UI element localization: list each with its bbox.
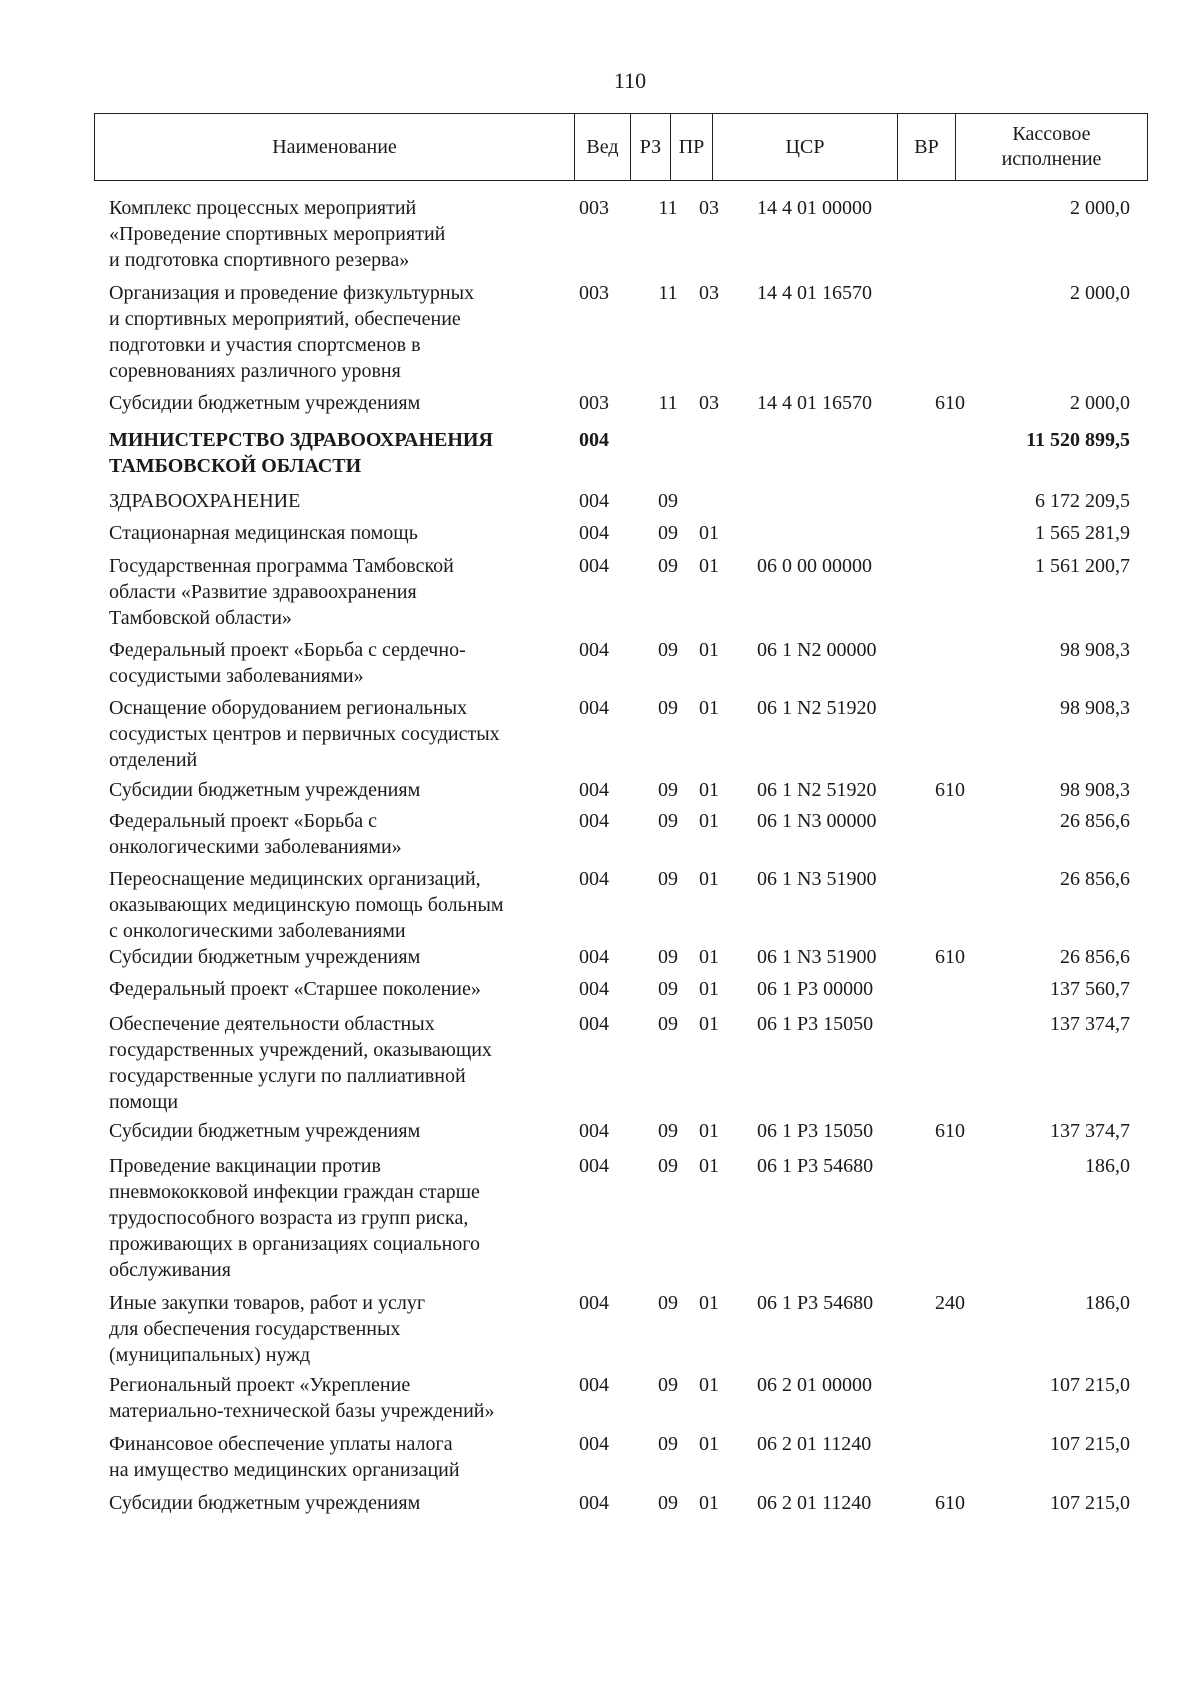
row-pr: 01 <box>699 1013 719 1035</box>
row-ved: 004 <box>579 555 609 577</box>
row-pr: 01 <box>699 1374 719 1396</box>
row-rz: 09 <box>658 1374 678 1396</box>
row-sum: 98 908,3 <box>1060 697 1130 719</box>
row-name: Субсидии бюджетным учреждениям <box>109 1492 421 1514</box>
row-rz: 09 <box>658 1492 678 1514</box>
row-vr: 610 <box>935 779 965 801</box>
row-ved: 004 <box>579 1292 609 1314</box>
row-ved: 004 <box>579 946 609 968</box>
row-rz: 09 <box>658 1292 678 1314</box>
row-pr: 01 <box>699 1155 719 1177</box>
row-sum: 137 374,7 <box>1050 1013 1130 1035</box>
row-sum: 186,0 <box>1085 1292 1130 1314</box>
row-sum: 11 520 899,5 <box>1026 429 1130 451</box>
row-ved: 004 <box>579 697 609 719</box>
row-name: Государственная программа Тамбовской области «Развитие здравоохранения Тамбовской области» <box>109 555 454 629</box>
row-pr: 01 <box>699 1120 719 1142</box>
row-sum: 26 856,6 <box>1060 810 1130 832</box>
row-ved: 004 <box>579 779 609 801</box>
row-name: Субсидии бюджетным учреждениям <box>109 779 421 801</box>
row-csr: 06 1 N3 00000 <box>757 810 877 832</box>
row-csr: 06 1 N3 51900 <box>757 946 877 968</box>
row-ved: 004 <box>579 490 609 512</box>
row-ved: 004 <box>579 1374 609 1396</box>
row-sum: 1 561 200,7 <box>1035 555 1130 577</box>
row-rz: 09 <box>658 522 678 544</box>
row-csr: 06 1 N2 51920 <box>757 697 877 719</box>
row-vr: 610 <box>935 946 965 968</box>
row-rz: 11 <box>658 392 678 414</box>
row-csr: 06 2 01 11240 <box>757 1433 872 1455</box>
row-csr: 14 4 01 16570 <box>757 282 872 304</box>
row-sum: 98 908,3 <box>1060 639 1130 661</box>
row-csr: 06 2 01 11240 <box>757 1492 872 1514</box>
row-pr: 01 <box>699 1292 719 1314</box>
row-sum: 98 908,3 <box>1060 779 1130 801</box>
row-ved: 004 <box>579 810 609 832</box>
row-name: Комплекс процессных мероприятий «Проведение спортивных мероприятий и подготовка спортивного резерва» <box>109 197 446 271</box>
header-pr: ПР <box>670 114 712 180</box>
row-sum: 137 560,7 <box>1050 978 1130 1000</box>
row-pr: 01 <box>699 697 719 719</box>
row-rz: 09 <box>658 1120 678 1142</box>
row-csr: 06 1 P3 00000 <box>757 978 874 1000</box>
row-name: МИНИСТЕРСТВО ЗДРАВООХРАНЕНИЯ ТАМБОВСКОЙ ОБЛАСТИ <box>109 429 493 477</box>
row-rz: 09 <box>658 639 678 661</box>
row-name: Федеральный проект «Борьба с сердечно- сосудистыми заболеваниями» <box>109 639 466 687</box>
row-csr: 06 1 N2 00000 <box>757 639 877 661</box>
row-name: Субсидии бюджетным учреждениям <box>109 1120 421 1142</box>
row-ved: 004 <box>579 1433 609 1455</box>
row-rz: 09 <box>658 1155 678 1177</box>
row-pr: 01 <box>699 946 719 968</box>
row-sum: 107 215,0 <box>1050 1433 1130 1455</box>
table-header <box>94 113 1148 181</box>
row-name: Финансовое обеспечение уплаты налога на имущество медицинских организаций <box>109 1433 460 1481</box>
row-rz: 09 <box>658 868 678 890</box>
row-name: Стационарная медицинская помощь <box>109 522 418 544</box>
row-name: Субсидии бюджетным учреждениям <box>109 946 421 968</box>
row-csr: 06 1 P3 54680 <box>757 1292 874 1314</box>
row-name: Федеральный проект «Старшее поколение» <box>109 978 481 1000</box>
row-csr: 06 1 N3 51900 <box>757 868 877 890</box>
page-number: 110 <box>613 68 647 93</box>
row-sum: 107 215,0 <box>1050 1374 1130 1396</box>
row-rz: 09 <box>658 978 678 1000</box>
row-ved: 004 <box>579 639 609 661</box>
row-pr: 03 <box>699 197 719 219</box>
row-ved: 003 <box>579 392 609 414</box>
row-ved: 004 <box>579 522 609 544</box>
row-sum: 26 856,6 <box>1060 946 1130 968</box>
row-rz: 09 <box>658 490 678 512</box>
row-sum: 26 856,6 <box>1060 868 1130 890</box>
row-pr: 01 <box>699 639 719 661</box>
row-name: Федеральный проект «Борьба с онкологическими заболеваниями» <box>109 810 402 858</box>
row-sum: 2 000,0 <box>1070 282 1130 304</box>
row-ved: 004 <box>579 868 609 890</box>
header-rz: РЗ <box>630 114 670 180</box>
row-pr: 01 <box>699 555 719 577</box>
row-csr: 14 4 01 16570 <box>757 392 872 414</box>
row-csr: 06 1 P3 54680 <box>757 1155 874 1177</box>
row-vr: 240 <box>935 1292 965 1314</box>
row-pr: 03 <box>699 282 719 304</box>
row-rz: 09 <box>658 1013 678 1035</box>
row-pr: 01 <box>699 779 719 801</box>
row-sum: 137 374,7 <box>1050 1120 1130 1142</box>
row-pr: 01 <box>699 978 719 1000</box>
row-rz: 09 <box>658 946 678 968</box>
row-pr: 01 <box>699 522 719 544</box>
row-name: Организация и проведение физкультурных и спортивных мероприятий, обеспечение подготовки и участия спортсменов в соревнованиях различного уровня <box>109 282 475 382</box>
row-rz: 11 <box>658 197 678 219</box>
row-name: Региональный проект «Укрепление материально-технической базы учреждений» <box>109 1374 495 1422</box>
row-rz: 09 <box>658 555 678 577</box>
row-name: Иные закупки товаров, работ и услуг для обеспечения государственных (муниципальных) нужд <box>109 1292 426 1366</box>
row-ved: 004 <box>579 429 609 451</box>
header-sum: Кассовое исполнение <box>955 114 1147 180</box>
row-name: Переоснащение медицинских организаций, оказывающих медицинскую помощь больным с онкологическими заболеваниями <box>109 868 504 942</box>
row-csr: 06 1 P3 15050 <box>757 1120 874 1142</box>
row-pr: 03 <box>699 392 719 414</box>
row-sum: 107 215,0 <box>1050 1492 1130 1514</box>
header-vr: ВР <box>897 114 955 180</box>
row-csr: 06 0 00 00000 <box>757 555 872 577</box>
row-vr: 610 <box>935 392 965 414</box>
row-vr: 610 <box>935 1492 965 1514</box>
row-pr: 01 <box>699 1433 719 1455</box>
row-sum: 2 000,0 <box>1070 197 1130 219</box>
row-name: Оснащение оборудованием региональных сосудистых центров и первичных сосудистых отделений <box>109 697 500 771</box>
row-name: Проведение вакцинации против пневмококковой инфекции граждан старше трудоспособного возраста из групп риска, проживающих в организациях социального обслуживания <box>109 1155 480 1281</box>
row-rz: 09 <box>658 1433 678 1455</box>
header-csr: ЦСР <box>712 114 897 180</box>
header-name: Наименование <box>272 135 397 158</box>
row-csr: 06 1 P3 15050 <box>757 1013 874 1035</box>
row-ved: 004 <box>579 1155 609 1177</box>
row-pr: 01 <box>699 810 719 832</box>
row-ved: 004 <box>579 978 609 1000</box>
row-csr: 06 1 N2 51920 <box>757 779 877 801</box>
row-rz: 11 <box>658 282 678 304</box>
row-csr: 06 2 01 00000 <box>757 1374 872 1396</box>
row-ved: 003 <box>579 282 609 304</box>
row-vr: 610 <box>935 1120 965 1142</box>
row-sum: 186,0 <box>1085 1155 1130 1177</box>
row-ved: 003 <box>579 197 609 219</box>
row-sum: 2 000,0 <box>1070 392 1130 414</box>
row-ved: 004 <box>579 1120 609 1142</box>
header-ved: Вед <box>574 114 630 180</box>
row-rz: 09 <box>658 810 678 832</box>
row-name: ЗДРАВООХРАНЕНИЕ <box>109 490 301 512</box>
row-pr: 01 <box>699 868 719 890</box>
row-sum: 6 172 209,5 <box>1035 490 1130 512</box>
row-csr: 14 4 01 00000 <box>757 197 872 219</box>
row-ved: 004 <box>579 1492 609 1514</box>
row-name: Обеспечение деятельности областных государственных учреждений, оказывающих государственные услуги по паллиативной помощи <box>109 1013 492 1113</box>
row-rz: 09 <box>658 779 678 801</box>
row-pr: 01 <box>699 1492 719 1514</box>
row-ved: 004 <box>579 1013 609 1035</box>
row-sum: 1 565 281,9 <box>1035 522 1130 544</box>
row-rz: 09 <box>658 697 678 719</box>
row-name: Субсидии бюджетным учреждениям <box>109 392 421 414</box>
